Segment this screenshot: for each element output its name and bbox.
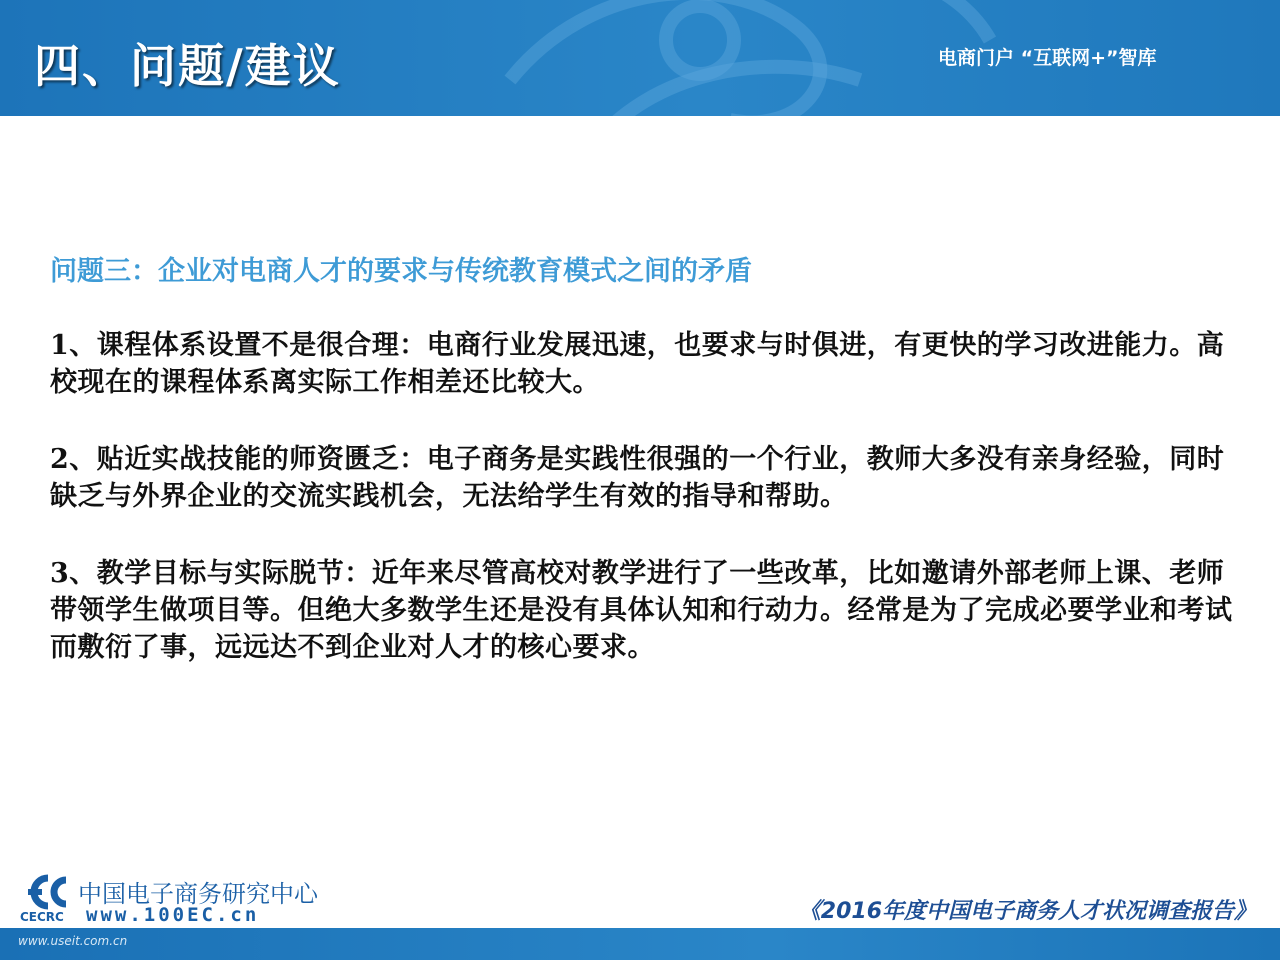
point-item: 3、教学目标与实际脱节：近年来尽管高校对教学进行了一些改革，比如邀请外部老师上课、老师带领学生做项目等。但绝大多数学生还是没有具体认知和行动力。经常是为了完成必要学业和考试而敷衍了事，远远达不到企业对人才的核心要求。: [50, 558, 1233, 663]
point-item: 2、贴近实战技能的师资匮乏：电子商务是实践性很强的一个行业，教师大多没有亲身经验，同时缺乏与外界企业的交流实践机会，无法给学生有效的指导和帮助。: [50, 444, 1225, 512]
report-title: 《2016年度中国电子商务人才状况调查报告》: [798, 899, 1256, 924]
logo-url: www.100EC.cn: [86, 904, 260, 926]
header-tagline: 电商门户 “互联网+”智库: [938, 47, 1157, 69]
logo-name: 中国电子商务研究中心: [78, 880, 318, 908]
header-bar: [0, 0, 1280, 116]
footer-logo: [18, 870, 318, 930]
ec-logo-icon: [18, 874, 72, 910]
logo-abbreviation: CECRC: [20, 910, 64, 924]
slide-content: [50, 250, 1240, 706]
point-item: 1、课程体系设置不是很合理：电商行业发展迅速，也要求与时俱进，有更快的学习改进能力。高校现在的课程体系离实际工作相差还比较大。: [50, 330, 1225, 398]
problem-heading: 问题三：企业对电商人才的要求与传统教育模式之间的矛盾: [50, 256, 752, 287]
footer-bar: [0, 928, 1280, 960]
watermark: www.useit.com.cn: [18, 934, 128, 948]
page-title: 四、问题/建议: [34, 39, 341, 93]
